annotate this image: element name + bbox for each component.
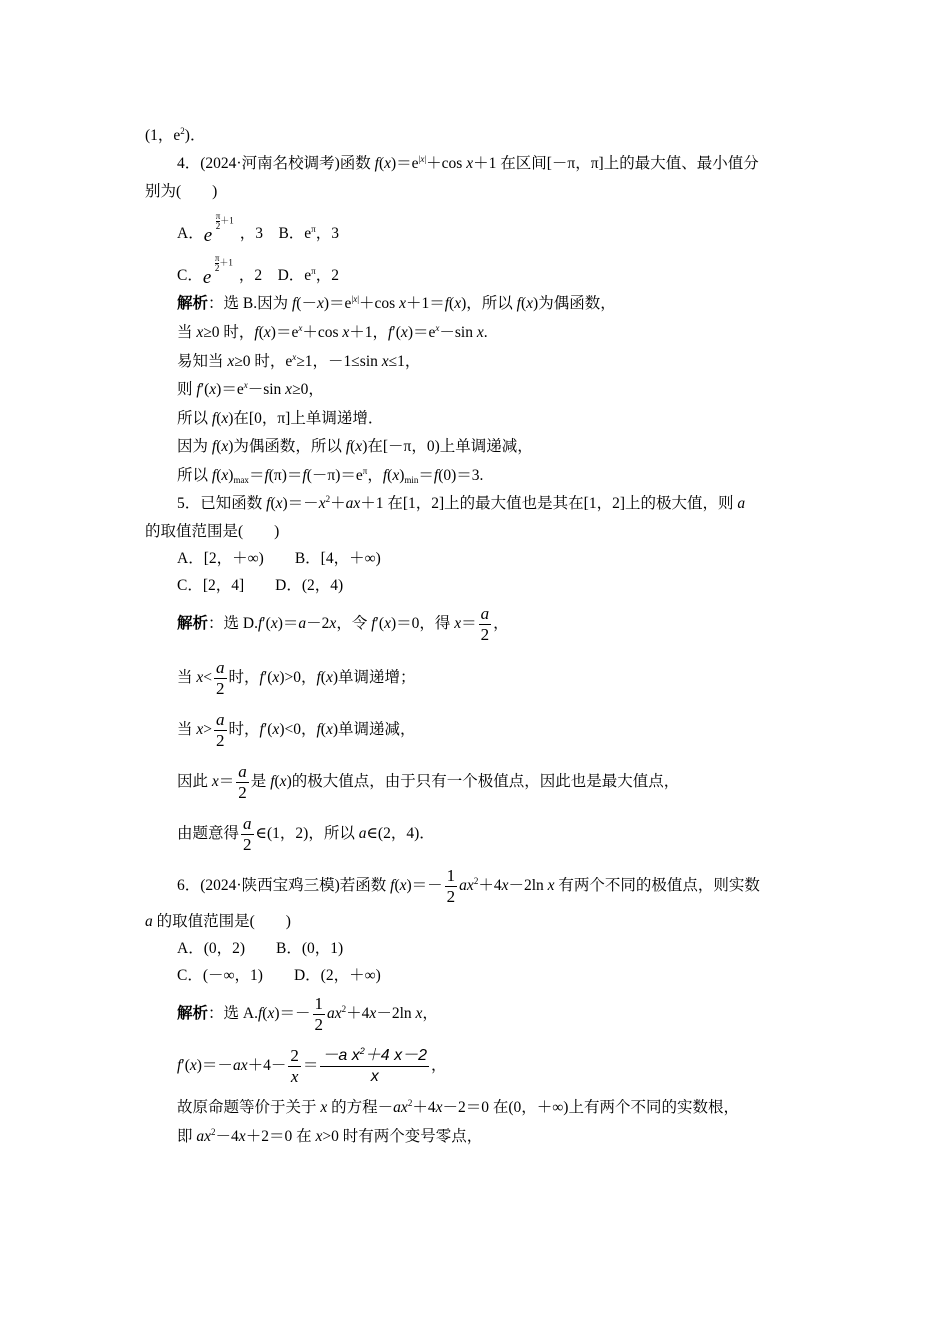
q6-solution-line-3: 故原命题等价于关于 x 的方程$-ax^2+4x-2=0$ 在(0，＋∞)上有两个不同的实数根，	[177, 1098, 739, 1116]
question-6-options-ab: A．(0，2) B．(0，1)	[177, 940, 344, 957]
question-5-options-cd: C．[2，4] D．(2，4)	[177, 577, 344, 594]
q5-solution-line-5: 由题意得 $\frac{a}{2}$ ∈(1，2)，所以 a∈(2，4)．	[177, 814, 435, 854]
q4-solution-line-1: 解析：选 B.因为 $f(-x)=e^{|x|}+\cos$ x＋1＝f(x)，所以 f(x)为偶函数，	[177, 294, 616, 312]
question-4-options-ab: A． e $\frac{\pi}{2}$ ＋1 ，3 B．$e^\pi$，3	[177, 211, 339, 246]
question-4-stem: 4．(2024·河南名校调考)函数 $f(x)=e^{|x|}+\cos$ x＋1 在区间[－π，π]上的最大值、最小值分	[177, 154, 759, 172]
q6-solution-line-2: f′(x)＝－ax＋4－ $\frac{2}{x}$ ＝ $\frac{-a x^2+4 x-2}{x}$ ，	[177, 1046, 447, 1086]
q5-solution-line-1: 解析：选 D.f′(x)＝a－2x，令 f′(x)＝0，得 x＝ $\frac{a}{2}$ ，	[177, 604, 509, 644]
question-4-stem-cont: 别为( )	[145, 183, 218, 200]
question-5-stem-cont: 的取值范围是( )	[145, 523, 280, 540]
q6-solution-line-1: 解析：选 A.f(x)＝－ $\frac{1}{2}$ $ax^2+4x-2\ln$ x，	[177, 994, 438, 1034]
q4-solution-line-6: 因为 f(x)为偶函数，所以 f(x)在[－π，0)上单调递减，	[177, 438, 533, 455]
q4-solution-line-7: 所以 $f(x)_{max}=f(\pi)=f(-\pi)=e^\pi$，$f(x)_{min}=f(0)=3$.	[177, 466, 484, 485]
q4-solution-line-4: 则 $f'(x)=e^x-\sin$ x≥0，	[177, 380, 324, 398]
q5-solution-line-3: 当 x> $\frac{a}{2}$ 时，f′(x)<0，f(x)单调递减，	[177, 710, 416, 750]
question-6-stem-cont: a 的取值范围是( )	[145, 913, 291, 930]
question-4-options-cd: C． e $\frac{\pi}{2}$ ＋1 ，2 D．$e^\pi$，2	[177, 253, 339, 288]
question-6-options-cd: C．(－∞，1) D．(2，＋∞)	[177, 967, 381, 984]
q5-solution-line-2: 当 x< $\frac{a}{2}$ 时，f′(x)>0，f(x)单调递增；	[177, 658, 416, 698]
q4-solution-line-5: 所以 f(x)在[0，π]上单调递增．	[177, 410, 384, 427]
question-5-options-ab: A．[2，＋∞) B．[4，＋∞)	[177, 550, 381, 567]
text-line: (1，$e^2$)．	[145, 126, 206, 144]
question-6-stem: 6．(2024·陕西宝鸡三模)若函数 f(x)＝－ $\frac{1}{2}$ $ax^2+4x-2\ln$ x 有两个不同的极值点，则实数	[177, 866, 760, 906]
q6-solution-line-4: 即 $ax^2-4x+2=0$ 在 x>0 时有两个变号零点，	[177, 1127, 483, 1145]
q4-solution-line-2: 当 x≥0 时，$f(x)=e^x+\cos$ x＋1，$f'(x)=e^x-\sin$ x.	[177, 323, 488, 341]
q4-solution-line-3: 易知当 x≥0 时，$e^x\ge 1$，－1≤sin x≤1，	[177, 352, 421, 370]
q5-solution-line-4: 因此 x＝ $\frac{a}{2}$ 是 f(x)的极大值点，由于只有一个极值点，因此也是最大值点，	[177, 762, 680, 802]
question-5-stem: 5．已知函数 $f(x)=-x^2+ax+1$ 在[1，2]上的最大值也是其在[1，2]上的极大值，则 a	[177, 494, 746, 512]
